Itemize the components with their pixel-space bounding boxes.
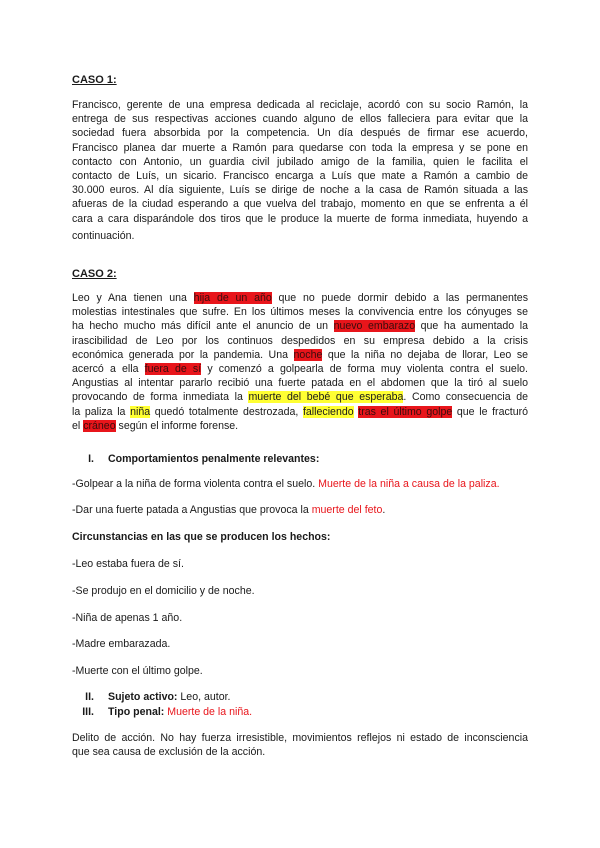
caso-1-line: Francisco, gerente de una empresa dedicada al reciclaje, acordó con su socio Ramón, la bbox=[72, 99, 528, 111]
conclusion-paragraph bbox=[72, 731, 528, 759]
caso-1-line: 30.000 euros. Al día siguiente, Luís se dirige de noche a la casa de Ramón situada a las bbox=[72, 184, 528, 197]
caso-2-line: irascibilidad de Leo por los continuos despedidos en su empresa debido a la crisis bbox=[72, 334, 528, 347]
section-3-label: Tipo penal: bbox=[108, 706, 165, 718]
highlight-red: hija de un año bbox=[193, 292, 272, 304]
behavior-item-1: -Golpear a la niña de forma violenta contra el suelo. Muerte de la niña a causa de la paliza. bbox=[72, 478, 500, 490]
section-2-label: Sujeto activo: bbox=[108, 691, 178, 703]
circumstances-title: Circunstancias en las que se producen los hechos: bbox=[72, 531, 331, 543]
section-3-numeral: III. bbox=[82, 706, 94, 718]
caso-2-line: ha hecho mucho más difícil ante el anuncio de un nuevo embarazo que ha aumentado la bbox=[72, 320, 528, 333]
caso-2-line: económica generada por la pandemia. Una noche que la niña no dejaba de llorar, Leo se bbox=[72, 348, 529, 361]
highlight-yellow: muerte del bebé que esperaba bbox=[248, 391, 404, 404]
circumstance-item: -Muerte con el último golpe. bbox=[72, 665, 203, 677]
caso-1-line: contacto de Luís, un sicario. Francisco encarga a Luís que mate a Ramón a cambio de bbox=[72, 170, 528, 183]
highlight-red: nuevo embarazo bbox=[333, 320, 416, 333]
caso-2-line: acercó a ella fuera de sí y comenzó a golpearla de forma muy violenta contra el suelo. bbox=[72, 363, 529, 376]
circumstance-item: -Niña de apenas 1 año. bbox=[72, 612, 183, 624]
caso-1-line: afueras de la ciudad esperando a que vuelva del trabajo, momento en que se enfrenta a él bbox=[72, 198, 528, 211]
caso-1-heading: CASO 1: bbox=[72, 74, 117, 86]
conclusion-line: que sea causa de exclusión de la acción. bbox=[72, 746, 266, 759]
section-1-title: Comportamientos penalmente relevantes: bbox=[108, 453, 320, 465]
caso-2-line: molestias intestinales que sufre. En los últimos meses la convivencia entre los cónyuges se bbox=[72, 306, 528, 319]
caso-1-line: sociedad fuera absorbida por la competencia. Un día después de firmar ese acuerdo, bbox=[72, 127, 528, 140]
caso-2-line: provocando de forma inmediata la muerte del bebé que esperaba. Como consecuencia de bbox=[72, 391, 528, 404]
section-1-numeral: I. bbox=[88, 453, 94, 465]
caso-1-paragraph bbox=[72, 98, 528, 243]
circumstance-item: -Se produjo en el domicilio y de noche. bbox=[72, 585, 255, 597]
section-3-value: Muerte de la niña. bbox=[164, 706, 253, 718]
caso-1-line: contacto con Antonio, un guardia civil jubilado amigo de la familia, quien le facilita el bbox=[72, 155, 528, 168]
caso-2-line: Leo y Ana tienen una hija de un año que no puede dormir debido a las permanentes bbox=[72, 292, 528, 304]
caso-2-paragraph bbox=[72, 291, 528, 433]
caso-1-line: cara a cara disparándole dos tiros que le produce la muerte de forma inmediata, huyendo a bbox=[72, 212, 528, 225]
highlight-red: cráneo bbox=[83, 419, 116, 432]
section-3-line bbox=[108, 705, 252, 719]
circumstance-item: -Madre embarazada. bbox=[72, 638, 171, 650]
highlight-yellow: falleciendo bbox=[302, 405, 354, 418]
caso-1-line: Francisco planea dar muerte a Ramón para quedarse con toda la empresa y se pone en bbox=[72, 141, 528, 154]
red-text: Muerte de la niña a causa de la paliza. bbox=[318, 478, 500, 490]
red-text: muerte del feto bbox=[311, 504, 383, 516]
caso-2-line: Angustias al intentar pararlo recibió una fuerte patada en el abdomen que la tiró al suelo bbox=[72, 377, 528, 390]
caso-1-line: continuación. bbox=[72, 229, 135, 242]
section-2-line bbox=[108, 690, 230, 704]
caso-1-line: entrega de sus respectivas acciones cuando alguno de ellos falleciera para evitar que la bbox=[72, 113, 528, 126]
caso-2-line: la paliza la niña quedó totalmente destrozada, falleciendo tras el último golpe que le fracturó bbox=[72, 405, 529, 418]
highlight-red: tras el último golpe bbox=[358, 405, 453, 418]
highlight-red: fuera de sí bbox=[144, 363, 202, 376]
caso-2-heading: CASO 2: bbox=[72, 268, 117, 280]
caso-2-line: el cráneo según el informe forense. bbox=[72, 419, 239, 432]
section-2-value: Leo, autor. bbox=[177, 691, 231, 703]
conclusion-line: Delito de acción. No hay fuerza irresistible, movimientos reflejos ni estado de inconsciencia bbox=[72, 732, 528, 744]
section-2-numeral: II. bbox=[85, 691, 94, 703]
behavior-item-2: -Dar una fuerte patada a Angustias que provoca la muerte del feto. bbox=[72, 504, 386, 516]
highlight-yellow: niña bbox=[130, 405, 151, 418]
circumstance-item: -Leo estaba fuera de sí. bbox=[72, 558, 184, 570]
highlight-red: noche bbox=[293, 348, 323, 361]
